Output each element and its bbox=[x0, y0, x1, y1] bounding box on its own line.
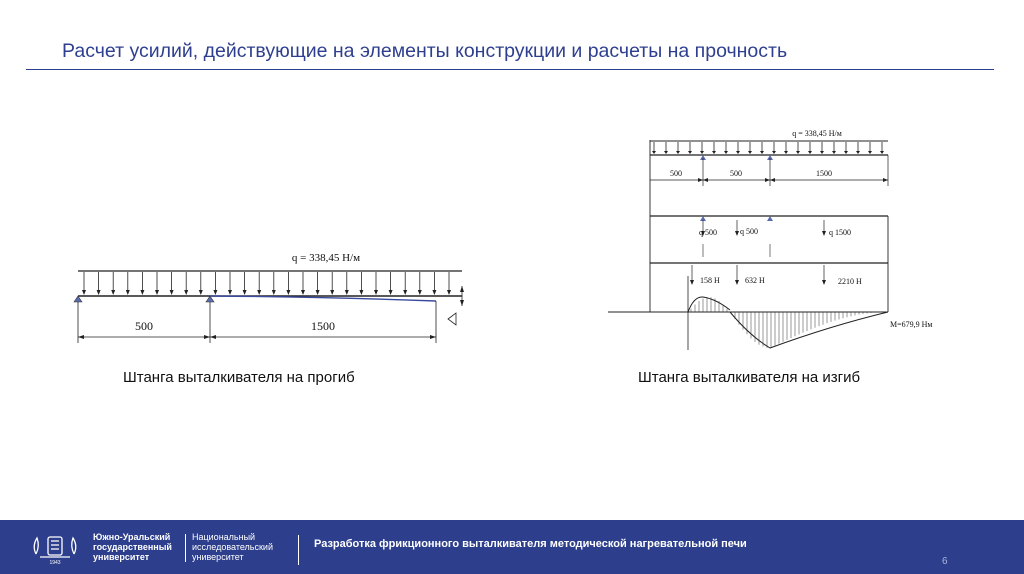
load-arrowhead bbox=[432, 290, 436, 295]
load-arrowhead bbox=[155, 290, 159, 295]
load-arrowhead bbox=[403, 290, 407, 295]
national-status bbox=[192, 532, 282, 562]
load-label-right: q = 338,45 Н/м bbox=[792, 129, 842, 138]
slide-title: Расчет усилий, действующие на элементы конструкции и расчеты на прочность bbox=[62, 40, 788, 62]
load-arrowhead bbox=[748, 151, 752, 154]
load-arrowhead bbox=[652, 151, 656, 154]
university-line: университет bbox=[93, 552, 150, 562]
load-arrowhead bbox=[111, 290, 115, 295]
load-arrowhead bbox=[820, 151, 824, 154]
beam-bending-diagram bbox=[608, 140, 888, 350]
footer-divider bbox=[298, 535, 299, 565]
load-arrowhead bbox=[140, 290, 144, 295]
load-arrowhead bbox=[868, 151, 872, 154]
dim-right-2: 500 bbox=[730, 169, 742, 178]
load-arrowhead bbox=[97, 290, 101, 295]
load-arrowhead bbox=[228, 290, 232, 295]
load-arrowhead bbox=[700, 151, 704, 154]
load-arrowhead bbox=[199, 290, 203, 295]
load-arrowhead bbox=[844, 151, 848, 154]
load-arrowhead bbox=[712, 151, 716, 154]
moment-curve-negative bbox=[730, 312, 888, 348]
distributed-load-arrows-right bbox=[652, 142, 884, 154]
national-line: Национальный bbox=[192, 532, 256, 542]
dim-label-500: 500 bbox=[135, 319, 153, 333]
load-arrowhead bbox=[880, 151, 884, 154]
moment-label: M=679,9 Нм bbox=[890, 320, 933, 329]
load-arrowhead bbox=[772, 151, 776, 154]
pin-support-left bbox=[74, 296, 82, 302]
q-label-2: q 500 bbox=[740, 227, 758, 236]
beam-deflection-diagram bbox=[74, 271, 464, 343]
load-arrowhead bbox=[418, 290, 422, 295]
university-line: Южно-Уральский bbox=[93, 532, 171, 542]
force-label-1: 158 Н bbox=[700, 276, 720, 285]
load-arrowhead bbox=[359, 290, 363, 295]
load-arrowhead bbox=[389, 290, 393, 295]
load-arrowhead bbox=[374, 290, 378, 295]
load-arrowhead bbox=[856, 151, 860, 154]
force-label-2: 632 Н bbox=[745, 276, 765, 285]
load-arrowhead bbox=[330, 290, 334, 295]
load-label-left: q = 338,45 Н/м bbox=[291, 252, 361, 264]
dim-label-1500: 1500 bbox=[311, 319, 335, 333]
caption-bending: Штанга выталкивателя на изгиб bbox=[638, 369, 861, 386]
load-arrowhead bbox=[796, 151, 800, 154]
logo-year: 1943 bbox=[49, 560, 61, 566]
load-arrowhead bbox=[676, 151, 680, 154]
load-arrowhead bbox=[184, 290, 188, 295]
load-arrowhead bbox=[272, 290, 276, 295]
dim-right-1: 500 bbox=[670, 169, 682, 178]
load-arrowhead bbox=[126, 290, 130, 295]
load-arrowhead bbox=[832, 151, 836, 154]
load-arrowhead bbox=[808, 151, 812, 154]
load-arrowhead bbox=[170, 290, 174, 295]
q-label-1: q 500 bbox=[699, 228, 717, 237]
university-name bbox=[93, 532, 179, 562]
load-arrowhead bbox=[345, 290, 349, 295]
footer-bar bbox=[0, 520, 1024, 574]
page-number: 6 bbox=[942, 556, 948, 567]
load-arrowhead bbox=[724, 151, 728, 154]
university-logo-icon bbox=[30, 532, 80, 566]
load-arrowhead bbox=[736, 151, 740, 154]
load-arrowhead bbox=[286, 290, 290, 295]
distributed-load-arrows bbox=[82, 272, 451, 295]
load-arrowhead bbox=[82, 290, 86, 295]
footer-divider bbox=[185, 534, 186, 562]
caption-deflection: Штанга выталкивателя на прогиб bbox=[123, 369, 355, 386]
project-title: Разработка фрикционного выталкивателя методической нагревательной печи bbox=[314, 538, 747, 550]
pin-support-middle bbox=[206, 296, 214, 302]
load-arrowhead bbox=[688, 151, 692, 154]
dim-right-3: 1500 bbox=[816, 169, 832, 178]
load-arrowhead bbox=[447, 290, 451, 295]
q-label-3: q 1500 bbox=[829, 228, 851, 237]
load-arrowhead bbox=[760, 151, 764, 154]
national-line: исследовательский bbox=[192, 542, 273, 552]
load-arrowhead bbox=[213, 290, 217, 295]
load-arrowhead bbox=[316, 290, 320, 295]
delta-marker bbox=[448, 313, 456, 325]
load-arrowhead bbox=[664, 151, 668, 154]
national-line: университет bbox=[192, 552, 244, 562]
university-line: государственный bbox=[93, 542, 172, 552]
load-arrowhead bbox=[243, 290, 247, 295]
force-label-3: 2210 Н bbox=[838, 277, 862, 286]
moment-curve-positive bbox=[688, 297, 730, 312]
load-arrowhead bbox=[257, 290, 261, 295]
moment-hatching bbox=[691, 297, 883, 348]
load-arrowhead bbox=[784, 151, 788, 154]
load-arrowhead bbox=[301, 290, 305, 295]
